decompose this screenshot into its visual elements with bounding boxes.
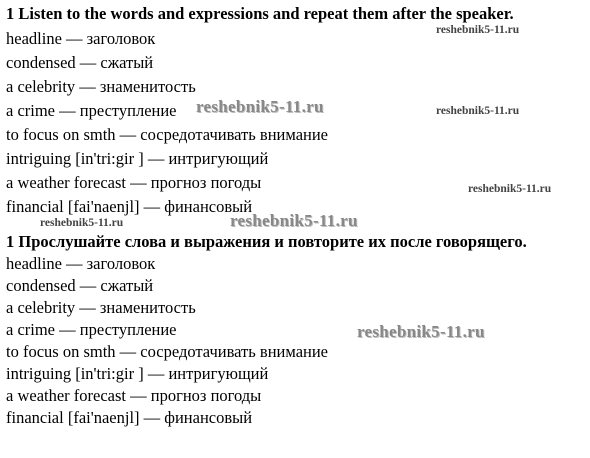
vocab-line: a crime — преступление (6, 320, 177, 339)
vocab-line: condensed — сжатый (6, 276, 154, 295)
vocab-line: condensed — сжатый (6, 53, 154, 72)
vocab-line: headline — заголовок (6, 29, 156, 48)
watermark: reshebnik5-11.ru (40, 217, 124, 229)
vocab-line: a crime — преступление (6, 101, 177, 120)
watermark: reshebnik5-11.ru (357, 322, 485, 341)
vocab-line: intriguing [in'tri:gir ] — интригующий (6, 364, 269, 383)
vocab-line: a weather forecast — прогноз погоды (6, 386, 262, 405)
watermark: reshebnik5-11.ru (436, 105, 520, 117)
watermark: reshebnik5-11.ru (436, 24, 520, 36)
vocab-line: to focus on smth — сосредотачивать внимание (6, 342, 328, 361)
vocab-line: to focus on smth — сосредотачивать внимание (6, 125, 328, 144)
vocab-line: a celebrity — знаменитость (6, 77, 196, 96)
vocab-line: financial [fai'naenjl] — финансовый (6, 408, 253, 427)
exercise-heading-en: 1 Listen to the words and expressions and repeat them after the speaker. (6, 4, 514, 23)
vocab-line: a celebrity — знаменитость (6, 298, 196, 317)
vocab-line: a weather forecast — прогноз погоды (6, 173, 262, 192)
vocab-line: headline — заголовок (6, 254, 156, 273)
watermark: reshebnik5-11.ru (468, 183, 552, 195)
watermark: reshebnik5-11.ru (196, 97, 324, 116)
vocab-line: financial [fai'naenjl] — финансовый (6, 197, 253, 216)
watermark: reshebnik5-11.ru (230, 211, 358, 230)
exercise-heading-ru: 1 Прослушайте слова и выражения и повторите их после говорящего. (6, 232, 527, 251)
vocab-line: intriguing [in'tri:gir ] — интригующий (6, 149, 269, 168)
